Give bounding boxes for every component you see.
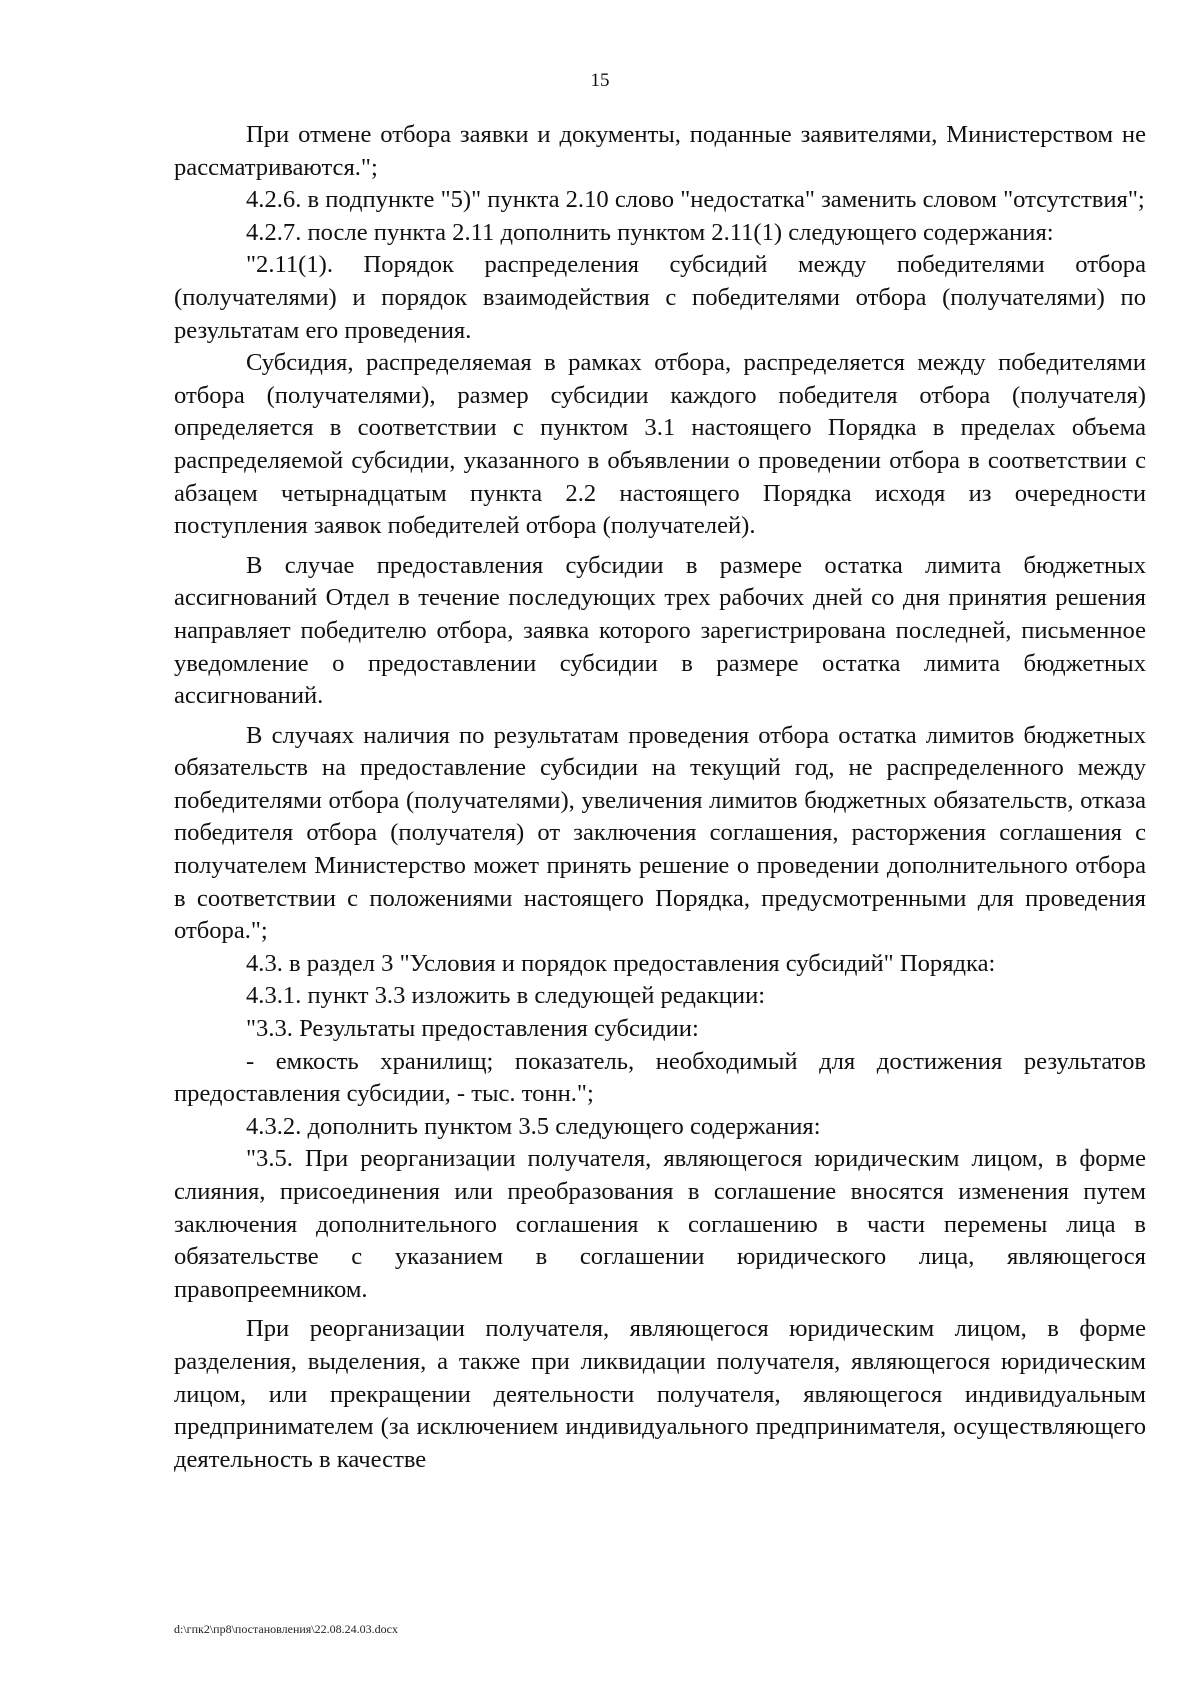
paragraph: В случае предоставления субсидии в размере остатка лимита бюджетных ассигнований Отдел в течение последующих трех рабочих дней со дня принятия решения направляет победителю отбора, заявка которого зарегистрирована последней, письменное уведомление о предоставлении субсидии в размере остатка лимита бюджетных ассигнований. bbox=[174, 551, 1146, 710]
paragraph: При реорганизации получателя, являющегося юридическим лицом, в форме разделения, выделения, а также при ликвидации получателя, являющегося юридическим лицом, или прекращении деятельности получателя, являющегося индивидуальным предпринимателем (за исключением индивидуального предпринимателя, осуществляющего деятельность в качестве bbox=[174, 1315, 1146, 1473]
paragraph: 4.2.7. после пункта 2.11 дополнить пунктом 2.11(1) следующего содержания: bbox=[246, 218, 1054, 246]
document-body bbox=[174, 119, 1146, 1476]
paragraph: "2.11(1). Порядок распределения субсидий между победителями отбора (получателями) и порядок взаимодействия с победителями отбора (получателями) по результатам его проведения. bbox=[174, 251, 1146, 344]
paragraph: При отмене отбора заявки и документы, поданные заявителями, Министерством не рассматриваются."; bbox=[174, 121, 1146, 181]
paragraph: "3.5. При реорганизации получателя, являющегося юридическим лицом, в форме слияния, присоединения или преобразования в соглашение вносятся изменения путем заключения дополнительного соглашения к соглашению в части перемены лица в обязательстве с указанием в соглашении юридического лица, являющегося правопреемником. bbox=[174, 1145, 1146, 1303]
paragraph: 4.3. в раздел 3 "Условия и порядок предоставления субсидий" Порядка: bbox=[246, 949, 996, 977]
paragraph: 4.3.2. дополнить пунктом 3.5 следующего содержания: bbox=[246, 1112, 821, 1140]
paragraph: 4.3.1. пункт 3.3 изложить в следующей редакции: bbox=[246, 982, 766, 1010]
paragraph: - емкость хранилищ; показатель, необходимый для достижения результатов предоставления субсидии, - тыс. тонн."; bbox=[174, 1047, 1146, 1108]
paragraph: В случаях наличия по результатам проведения отбора остатка лимитов бюджетных обязательств на предоставление субсидии на текущий год, не распределенного между победителями отбора (получателями), увеличения лимитов бюджетных обязательств, отказа победителя отбора (получателя) от заключения соглашения, расторжения соглашения с получателем Министерство может принять решение о проведении дополнительного отбора в соответствии с положениями настоящего Порядка, предусмотренными для проведения отбора."; bbox=[174, 721, 1146, 945]
paragraph: 4.2.6. в подпункте "5)" пункта 2.10 слово "недостатка" заменить словом "отсутствия"; bbox=[246, 186, 1145, 214]
footer-file-path: d:\гпк2\пр8\постановления\22.08.24.03.docx bbox=[174, 1622, 398, 1636]
paragraph: Субсидия, распределяемая в рамках отбора, распределяется между победителями отбора (получателями), размер субсидии каждого победителя отбора (получателя) определяется в соответствии с пунктом 3.1 настоящего Порядка в пределах объема распределяемой субсидии, указанного в объявлении о проведении отбора в соответствии с абзацем четырнадцатым пункта 2.2 настоящего Порядка исходя из очередности поступления заявок победителей отбора (получателей). bbox=[174, 349, 1146, 540]
paragraph: "3.3. Результаты предоставления субсидии: bbox=[246, 1015, 699, 1043]
page-number: 15 bbox=[590, 70, 610, 91]
